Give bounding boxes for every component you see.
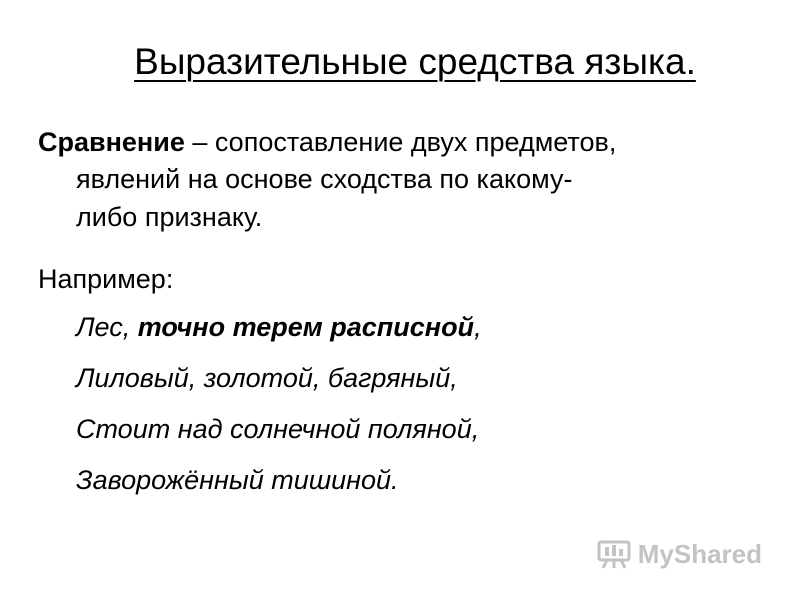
- poem-line-3: Стоит над солнечной поляной,: [76, 414, 480, 444]
- slide-title: Выразительные средства языка.: [134, 41, 696, 82]
- poem-line-1-start: Лес,: [76, 312, 138, 342]
- definition-term: Сравнение: [38, 127, 185, 157]
- watermark: [596, 538, 762, 570]
- poem-line-1: [76, 302, 482, 353]
- example-label: Например:: [38, 264, 174, 294]
- poem-line-1-end: ,: [474, 312, 482, 342]
- watermark-text: MyShared: [637, 538, 762, 569]
- definition-line-2: явлений на основе сходства по какому-: [76, 164, 573, 195]
- myshared-logo-icon: [596, 538, 632, 570]
- poem-line-2: Лиловый, золотой, багряный,: [76, 363, 458, 393]
- poem: [76, 302, 482, 506]
- definition-paragraph: [38, 124, 738, 236]
- definition-text: – сопоставление двух предметов,: [184, 127, 617, 157]
- poem-line-4: Заворожённый тишиной.: [76, 465, 399, 495]
- definition-line-3: либо признаку.: [76, 201, 263, 232]
- definition-line-1: [38, 124, 738, 161]
- poem-line-1-emphasis: точно терем расписной: [137, 312, 475, 342]
